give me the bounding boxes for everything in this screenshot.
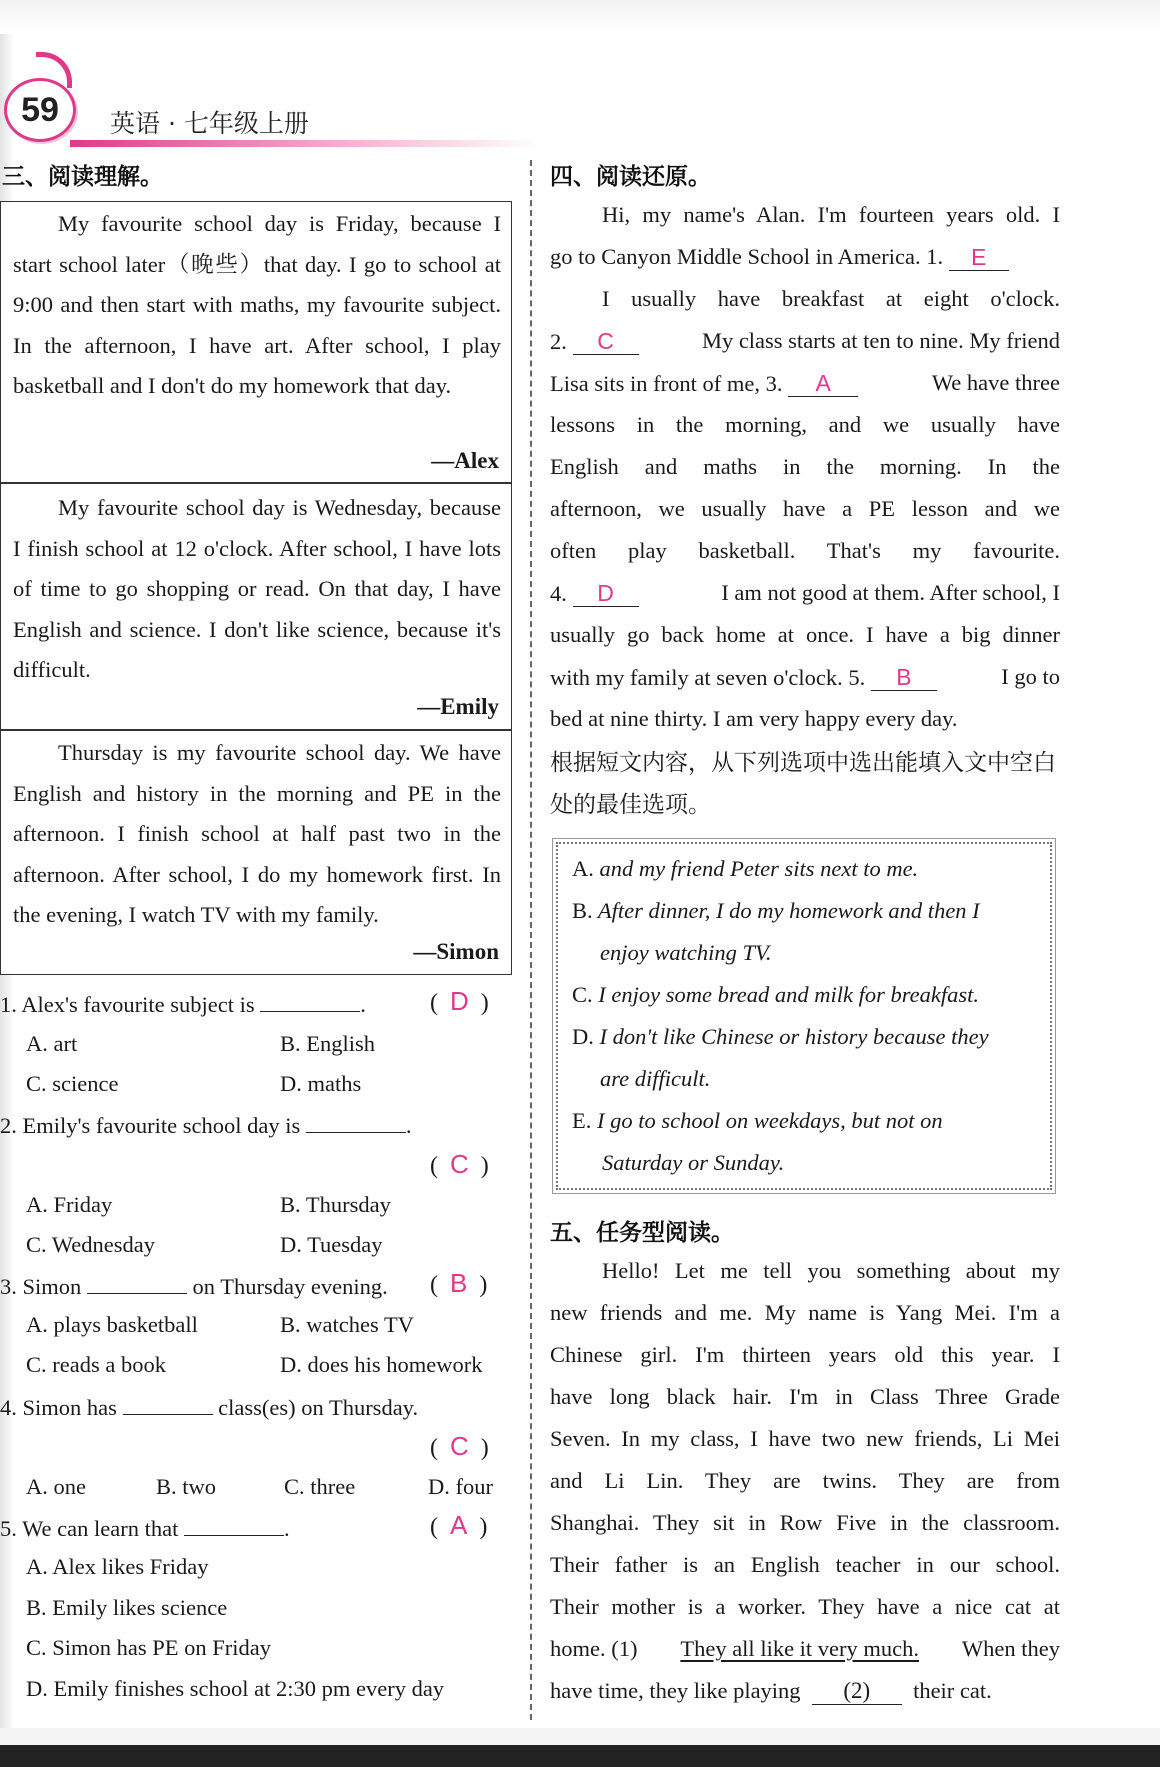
answer-paren-3: ( B ) <box>430 1268 488 1298</box>
section5-line-6: and Li Lin. They are twins. They are from <box>550 1468 1060 1493</box>
answer-3: B <box>450 1268 468 1298</box>
box-option-b-cont: enjoy watching TV. <box>600 940 772 965</box>
passage-box-alex <box>0 201 512 483</box>
passage-alex-text <box>13 204 501 407</box>
option: D. maths <box>280 1071 362 1096</box>
question-4: 4. Simon has class(es) on Thursday. <box>0 1395 419 1420</box>
answer-blank <box>123 1393 213 1415</box>
section4-line-10: 4. D I am not good at them. After school, I <box>550 580 1060 606</box>
passage-author-emily: —Emily <box>417 694 499 719</box>
option: B. Thursday <box>280 1192 391 1217</box>
section5-line-11: have time, they like playing (2) their cat. <box>550 1678 992 1703</box>
passage-emily-text <box>13 488 501 691</box>
option: C. Wednesday <box>26 1232 156 1257</box>
header-pink-rule <box>70 140 540 147</box>
section5-line-3: Chinese girl. I'm thirteen years old this year. I <box>550 1342 1060 1367</box>
section4-line-12: with my family at seven o'clock. 5. B I go to <box>550 664 1060 690</box>
section5-line-4: have long black hair. I'm in Class Three Grade <box>550 1384 1060 1409</box>
passage-line: have English and history in the morning and PE <box>13 740 502 806</box>
box-option-a: A. and my friend Peter sits next to me. <box>572 856 919 881</box>
box-option-d: D. I don't like Chinese or history because they <box>572 1024 989 1049</box>
option: A. Friday <box>26 1192 113 1217</box>
section4-line-9: often play basketball. That's my favourite. <box>550 538 1060 563</box>
column-divider <box>530 160 532 1720</box>
option: C. three <box>284 1474 356 1499</box>
passage-simon-text <box>13 733 501 936</box>
section5-line-5: Seven. In my class, I have two new friends, Li Mei <box>550 1426 1060 1451</box>
section4-line-6: lessons in the morning, and we usually have <box>550 412 1060 437</box>
option: D. four <box>428 1474 493 1499</box>
option: C. reads a book <box>26 1352 166 1377</box>
question-3: 3. Simon on Thursday evening. <box>0 1274 388 1299</box>
section4-line-2: go to Canyon Middle School in America. 1. E <box>550 244 1060 271</box>
passage-line: my homework that day. <box>238 373 452 399</box>
passage-line: I start school later（晚些）that day. I go to <box>13 211 501 277</box>
passage-line: because I finish school at 12 o'clock. After <box>13 495 501 561</box>
section4-line-4: 2. C My class starts at ten to nine. My friend <box>550 328 1060 354</box>
passage-box-simon <box>0 730 512 975</box>
option: A. art <box>26 1031 78 1056</box>
box-option-b: B. After dinner, I do my homework and then I <box>572 898 980 923</box>
passage-line: My favourite school day is Friday, because <box>58 211 482 236</box>
passage-author-simon: —Simon <box>413 939 499 964</box>
section5-line-8: Their father is an English teacher in our school. <box>550 1552 1060 1577</box>
answer-blank <box>260 990 360 1012</box>
section5-line-9: Their mother is a worker. They have a nice cat at <box>550 1594 1060 1619</box>
passage-line: in the afternoon. After school, I do my homework <box>13 821 501 887</box>
question-2: 2. Emily's favourite school day is . <box>0 1113 412 1138</box>
passage-line: read. On that day, I have English and science. I <box>13 576 502 642</box>
option: B. two <box>156 1474 217 1499</box>
option: B. watches TV <box>280 1312 414 1337</box>
page-bottom-gap <box>0 1728 1160 1745</box>
answer-paren-5: ( A ) <box>430 1510 488 1540</box>
section5-line-7: Shanghai. They sit in Row Five in the classroom. <box>550 1510 1060 1535</box>
blank-5-answer: B <box>871 664 937 691</box>
passage-box-emily <box>0 483 512 730</box>
question-1: 1. Alex's favourite subject is . <box>0 992 366 1017</box>
section4-line-3: I usually have breakfast at eight o'clock. <box>602 286 1060 311</box>
passage-line: school, I have lots of time to go shopping or <box>13 535 502 602</box>
answer-1: D <box>450 986 469 1016</box>
section4-title: 四、阅读还原。 <box>550 164 711 190</box>
passage-line: favourite subject. In the afternoon, I have art. <box>13 292 501 358</box>
box-option-e-cont: Saturday or Sunday. <box>602 1150 785 1175</box>
option: A. Alex likes Friday <box>26 1554 209 1579</box>
answer-paren-2: ( C ) <box>430 1149 489 1179</box>
passage-line: in the afternoon. I finish school at half past two <box>13 780 501 847</box>
box-option-e: E. I go to school on weekdays, but not on <box>572 1108 943 1133</box>
box-option-c: C. I enjoy some bread and milk for breakfast. <box>572 982 980 1007</box>
section4-line-1: Hi, my name's Alan. I'm fourteen years old. I <box>602 202 1060 227</box>
passage-line: first. In the evening, I watch TV with my family. <box>13 861 501 928</box>
section5-line-10: home. (1) They all like it very much. When they <box>550 1636 1060 1661</box>
blank-2-task: (2) <box>812 1678 902 1705</box>
blank-2-answer: C <box>573 328 639 355</box>
passage-line: Thursday is my favourite school day. We <box>58 740 450 765</box>
box-option-d-cont: are difficult. <box>600 1066 711 1091</box>
answer-paren-1: ( D ) <box>430 986 489 1016</box>
section5-line-2: new friends and me. My name is Yang Mei. I'm a <box>550 1300 1060 1325</box>
option: A. one <box>26 1474 86 1499</box>
option: D. Tuesday <box>280 1232 383 1257</box>
underlined-sentence-1: They all like it very much. <box>680 1636 920 1661</box>
section4-instruction: 根据短文内容，从下列选项中选出能填入文中空白处的最佳选项。 <box>550 750 1056 818</box>
answer-blank <box>87 1272 187 1294</box>
question-5: 5. We can learn that . <box>0 1516 290 1541</box>
answer-paren-4: ( C ) <box>430 1431 489 1461</box>
passage-line: My favourite school day is Wednesday, <box>58 495 423 520</box>
book-title: 英语 · 七年级上册 <box>110 109 309 138</box>
section5-title: 五、任务型阅读。 <box>550 1220 734 1246</box>
section4-line-8: afternoon, we usually have a PE lesson and we <box>550 496 1060 521</box>
section4-line-5: Lisa sits in front of me, 3. A We have three <box>550 370 1060 396</box>
answer-5: A <box>450 1510 468 1540</box>
page-bottom-bar <box>0 1745 1160 1767</box>
page-number-badge: 59 <box>4 78 76 142</box>
answer-4: C <box>450 1431 469 1461</box>
page-top-edge <box>0 0 1160 34</box>
answer-blank <box>306 1111 406 1133</box>
blank-3-answer: A <box>788 370 858 397</box>
section4-line-11: usually go back home at once. I have a big dinner <box>550 622 1060 647</box>
option: A. plays basketball <box>26 1312 198 1337</box>
option: C. Simon has PE on Friday <box>26 1635 272 1660</box>
section5-line-1: Hello! Let me tell you something about my <box>602 1258 1060 1283</box>
section3-title: 三、阅读理解。 <box>2 164 163 190</box>
passage-author-alex: —Alex <box>431 448 499 473</box>
option: B. Emily likes science <box>26 1595 228 1620</box>
passage-line: school at 9:00 and then start with maths, my <box>13 251 502 318</box>
section4-options-box <box>556 842 1052 1190</box>
option: C. science <box>26 1071 119 1096</box>
option: D. Emily finishes school at 2:30 pm every day <box>26 1676 445 1701</box>
blank-1-answer: E <box>949 244 1009 271</box>
passage-line: After school, I play basketball and I don't do <box>13 332 501 399</box>
answer-2: C <box>450 1149 469 1179</box>
option: B. English <box>280 1031 376 1056</box>
option: D. does his homework <box>280 1352 483 1377</box>
blank-4-answer: D <box>573 580 639 607</box>
answer-blank <box>184 1514 284 1536</box>
section4-line-13: bed at nine thirty. I am very happy every day. <box>550 706 958 731</box>
passage-line: don't like science, because it's difficult. <box>13 616 502 683</box>
section4-line-7: English and maths in the morning. In the <box>550 454 1060 479</box>
